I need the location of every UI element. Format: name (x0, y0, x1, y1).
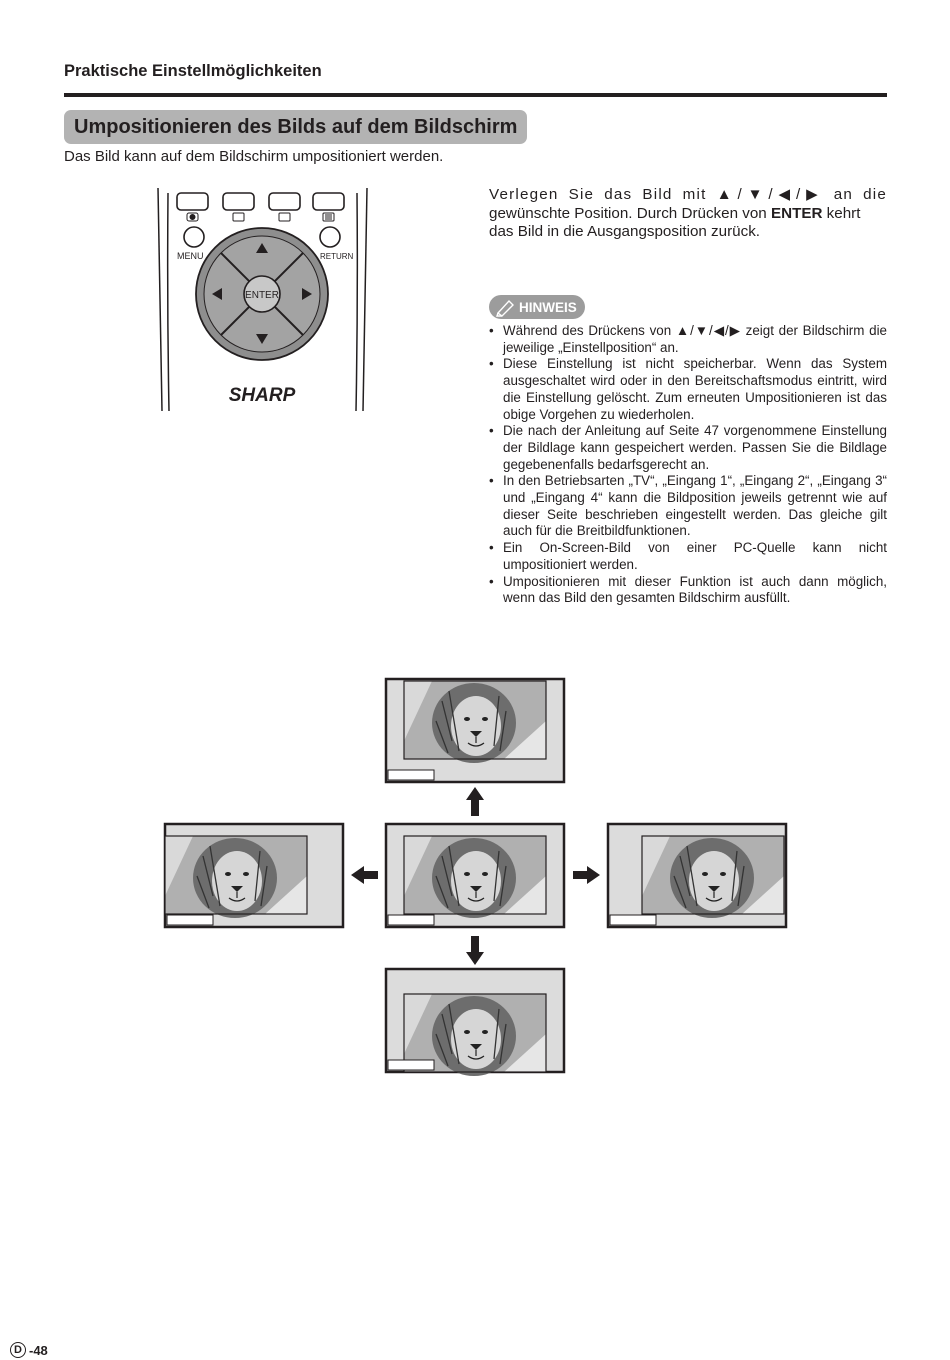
header-rule (64, 93, 887, 97)
note-item: • Ein On-Screen-Bild von einer PC-Quelle kann nicht umpositioniert werden. (489, 540, 887, 573)
return-label: RETURN (320, 252, 354, 261)
position-diagram (160, 676, 792, 1076)
sharp-logo: SHARP (228, 385, 296, 406)
page-footer (10, 1342, 48, 1358)
section-header: Praktische Einstellmöglichkeiten (64, 62, 322, 80)
pencil-note-icon (495, 297, 517, 317)
instruction-line-2a: gewünschte Position. Durch Drücken von (489, 204, 771, 222)
arrow-down-icon (466, 936, 484, 965)
screen-top (386, 679, 564, 782)
color-buttons (177, 193, 344, 210)
instructions-text (489, 186, 887, 242)
instruction-line-3: das Bild in die Ausgangsposition zurück. (489, 223, 761, 240)
remote-control-illustration (155, 183, 370, 413)
note-item: • Diese Einstellung ist nicht speicherbar. Wenn das System ausgeschaltet wird oder in den Bereitschaftsmodus eintritt, wird die Einstellung gelöscht. Zum erneuten Umpositionieren ist das obige Vorgehen zu wiederholen. (489, 356, 887, 423)
screen-right (608, 824, 786, 927)
menu-label: MENU (177, 251, 204, 261)
region-badge: D (10, 1342, 26, 1358)
screen-left (165, 824, 343, 927)
note-item: • In den Betriebsarten „TV“, „Eingang 1“, „Eingang 2“, „Eingang 3“ und „Eingang 4“ kann die Bildposition jeweils getrennt wie auf dieser Seite beschrieben eingestellt werden. Das gleiche gilt auch für die Breitbildfunktionen. (489, 473, 887, 540)
arrow-left-icon (351, 866, 378, 884)
intro-text: Das Bild kann auf dem Bildschirm umpositioniert werden. (64, 148, 444, 165)
arrow-right-icon (573, 866, 600, 884)
note-item: • Während des Drückens von ▲/▼/◀/▶ zeigt der Bildschirm die jeweilige „Einstellposition“ an. (489, 323, 887, 356)
enter-label: ENTER (245, 290, 279, 301)
enter-key-label: ENTER (770, 204, 823, 222)
page-title: Umpositionieren des Bilds auf dem Bildschirm (64, 110, 527, 144)
small-function-icons (187, 213, 334, 221)
hinweis-label: HINWEIS (519, 299, 577, 315)
note-item: • Die nach der Anleitung auf Seite 47 vorgenommene Einstellung der Bildlage kann gespeichert werden. Passen Sie die Bildlage gegebenenfalls bedarfsgerecht an. (489, 423, 887, 473)
page-number: -48 (29, 1342, 48, 1358)
note-item: • Umpositionieren mit dieser Funktion ist auch dann möglich, wenn das Bild den gesamten Bildschirm ausfüllt. (489, 574, 887, 607)
notes-list (489, 323, 887, 607)
hinweis-badge (489, 295, 585, 319)
return-button (320, 227, 340, 247)
arrow-up-icon (466, 787, 484, 816)
instruction-line-1: Verlegen Sie das Bild mit ▲/▼/◀/▶ an die (489, 186, 887, 203)
menu-button (184, 227, 204, 247)
instruction-line-2b: kehrt (822, 204, 861, 222)
screen-bottom (386, 969, 564, 1076)
screen-center (386, 824, 564, 927)
